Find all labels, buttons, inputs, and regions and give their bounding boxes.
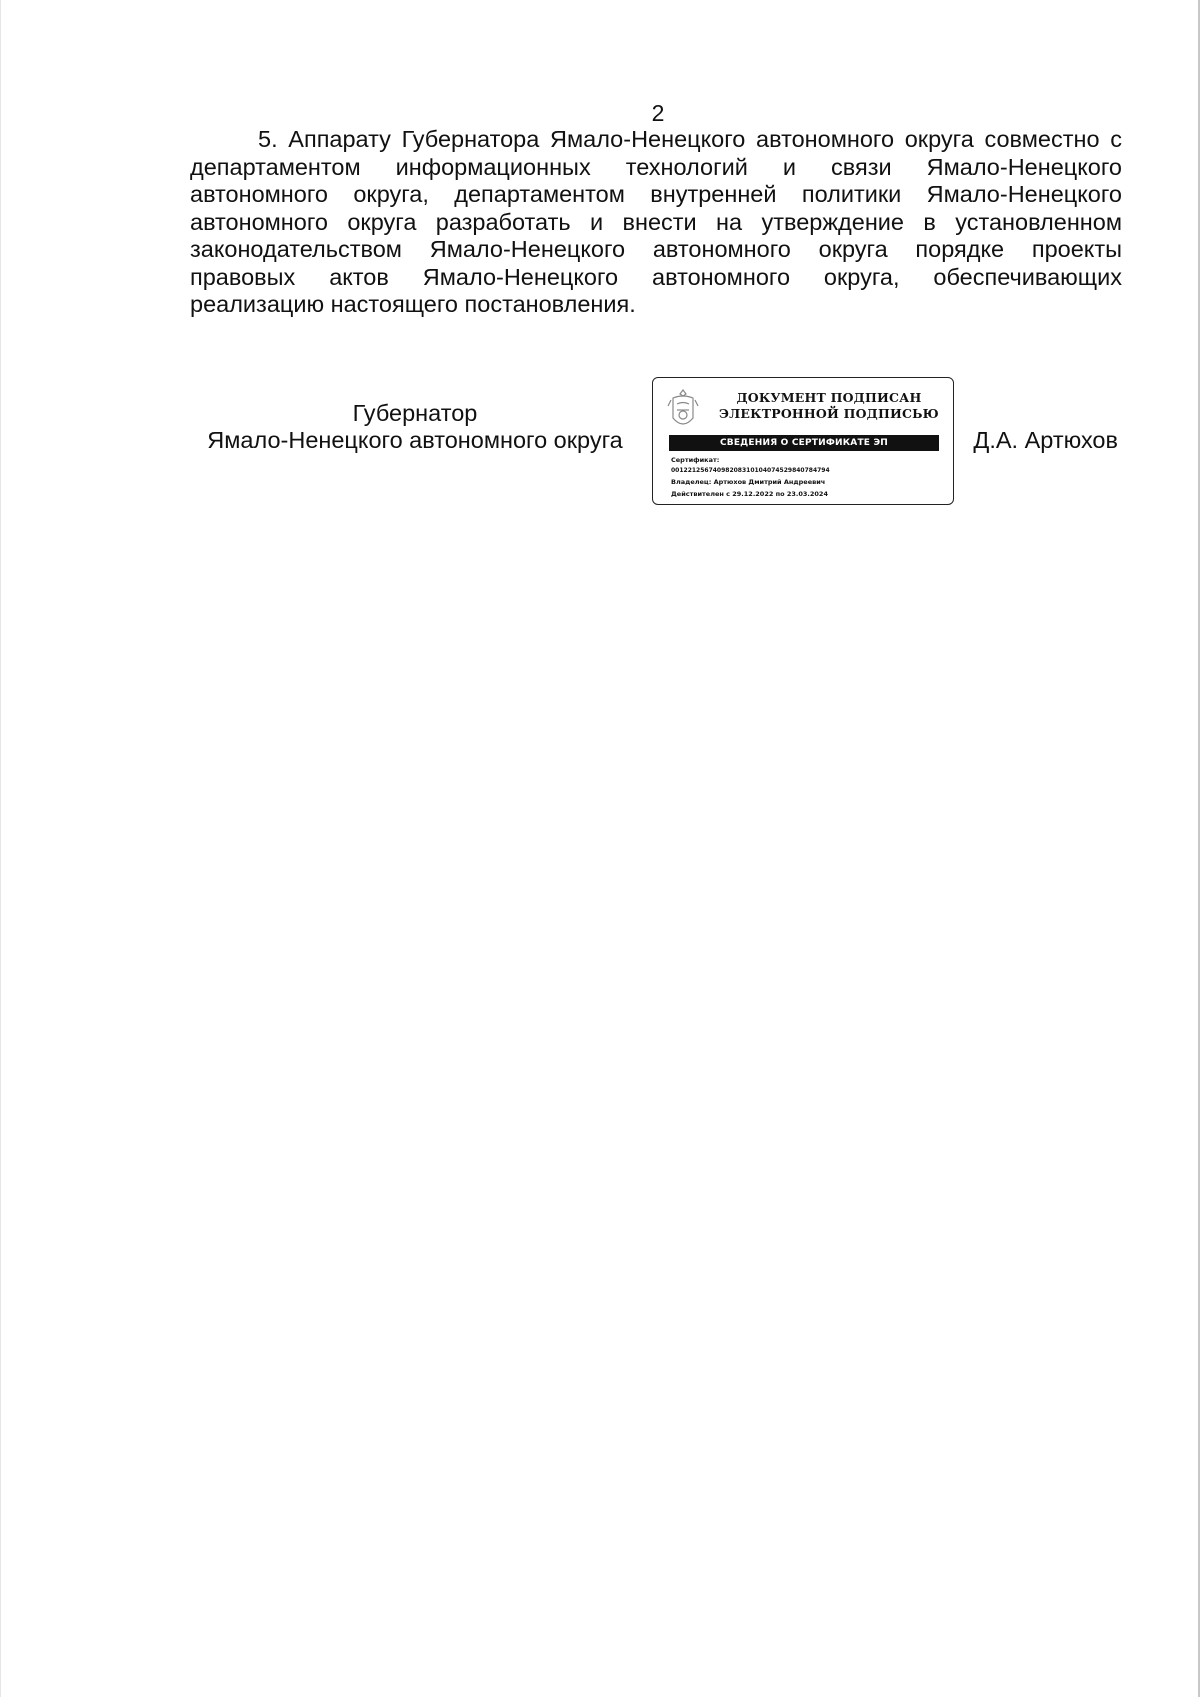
stamp-heading <box>713 390 945 422</box>
signature-block <box>190 376 1122 512</box>
signer-region: Ямало-Ненецкого автономного округа <box>207 427 623 453</box>
signer-title <box>190 400 640 454</box>
signer-position: Губернатор <box>352 400 478 426</box>
certificate-number: 0012212567409820831010407452984078479​4 <box>671 467 830 474</box>
stamp-heading-line2: ЭЛЕКТРОННОЙ ПОДПИСЬЮ <box>719 406 939 421</box>
page-edge-left <box>0 0 1 1697</box>
electronic-signature-stamp <box>652 377 954 505</box>
page-number: 2 <box>651 100 665 126</box>
certificate-label: Сертификат: <box>671 456 720 464</box>
stamp-heading-line1: ДОКУМЕНТ ПОДПИСАН <box>736 390 922 405</box>
certificate-info-bar: СВЕДЕНИЯ О СЕРТИФИКАТЕ ЭП <box>669 435 939 451</box>
certificate-owner: Владелец: Артюхов Дмитрий Андреевич <box>671 478 826 486</box>
signer-name: Д.А. Артюхов <box>973 427 1118 453</box>
certificate-validity: Действителен с 29.12.2022 по 23.03.2024 <box>671 490 828 498</box>
body-paragraph: 5. Аппарату Губернатора Ямало-Ненецкого автономного округа совместно с департаментом информационных технологий и связи Ямало-Ненецкого автономного округа, департаментом внутренней политики Ямало-Ненецкого автономного округа разработать и внести на утверждение в установленном законодательством Ямало-Ненецкого автономного округа порядке проекты правовых актов Ямало-Ненецкого автономного округа, обеспечивающих реализацию настоящего постановления. <box>190 126 1122 317</box>
certificate-details <box>671 454 941 500</box>
coat-of-arms-icon <box>667 388 699 434</box>
